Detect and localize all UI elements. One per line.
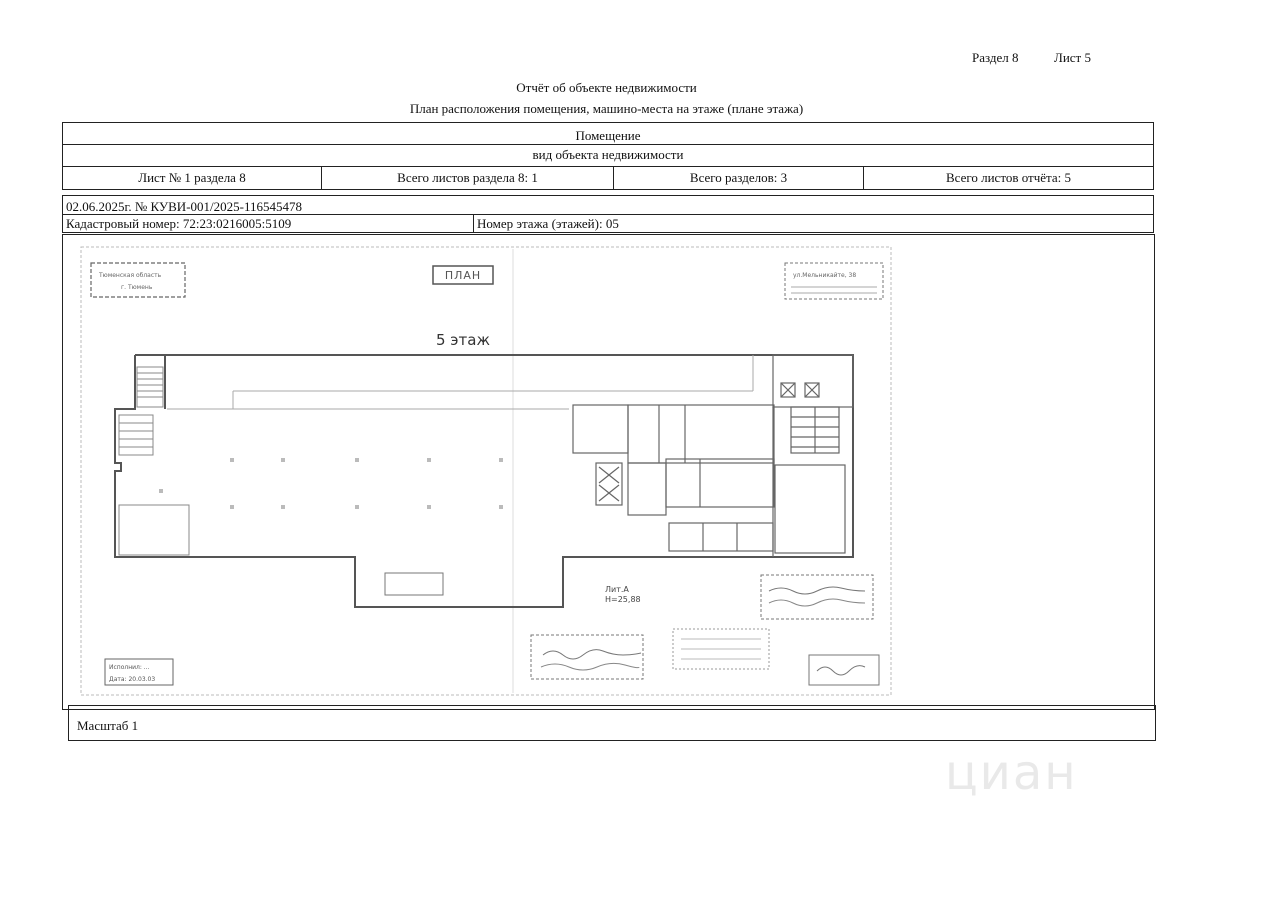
stamp-bottom-left-line1: Исполнил: ... xyxy=(109,664,150,671)
stamp-plan-title xyxy=(433,266,493,284)
report-sheets-total: Всего листов отчёта: 5 xyxy=(945,170,1072,185)
watermark: циан xyxy=(945,745,1078,801)
sheets-row xyxy=(62,166,1154,190)
stamp-bottom-left-line2: Дата: 20.03.03 xyxy=(109,676,156,683)
floor-plan-frame xyxy=(62,234,1155,710)
scale-label: Масштаб 1 xyxy=(77,718,139,733)
floor-label: 5 этаж xyxy=(436,331,490,349)
object-type: Помещение xyxy=(575,128,641,143)
cadastral-number: Кадастровый номер: 72:23:0216005:5109 xyxy=(66,216,292,231)
stamp-bottom-left xyxy=(105,659,173,685)
stamp-signature-2 xyxy=(673,629,769,669)
stamp-top-right xyxy=(785,263,883,299)
plan-title: План расположения помещения, машино-места на этаже (плане этажа) xyxy=(409,101,804,116)
scale-box xyxy=(68,705,1156,741)
section-label: Раздел 8 xyxy=(972,50,1019,65)
floor-plan-drawing xyxy=(63,235,1156,711)
building-outline xyxy=(115,355,853,607)
stamp-top-right-text: ул.Мельникайте, 38 xyxy=(793,272,857,279)
sheet-label: Лист 5 xyxy=(1054,50,1091,65)
sections-total: Всего разделов: 3 xyxy=(614,167,864,189)
object-type-caption: вид объекта недвижимости xyxy=(532,147,684,162)
height-label: Н=25,88 xyxy=(605,595,641,604)
sheet-number: Лист № 1 раздела 8 xyxy=(63,167,322,189)
floor-number: Номер этажа (этажей): 05 xyxy=(477,216,619,231)
stamp-signature-1 xyxy=(531,635,643,679)
record-box xyxy=(62,195,1154,233)
lit-label: Лит.А xyxy=(605,585,629,594)
stamp-signature-3 xyxy=(761,575,873,619)
object-type-box xyxy=(62,122,1154,167)
sheets-in-section: Всего листов раздела 8: 1 xyxy=(322,167,614,189)
stamp-signature-4 xyxy=(809,655,879,685)
stamp-top-left xyxy=(91,263,185,297)
report-title: Отчёт об объекте недвижимости xyxy=(516,80,697,95)
stamp-top-left-line2: г. Тюмень xyxy=(121,284,153,291)
stamp-top-left-line1: Тюменская область xyxy=(99,272,162,279)
plan-title-stamp: ПЛАН xyxy=(444,269,482,282)
record-date-number: 02.06.2025г. № КУВИ-001/2025-116545478 xyxy=(66,199,302,214)
